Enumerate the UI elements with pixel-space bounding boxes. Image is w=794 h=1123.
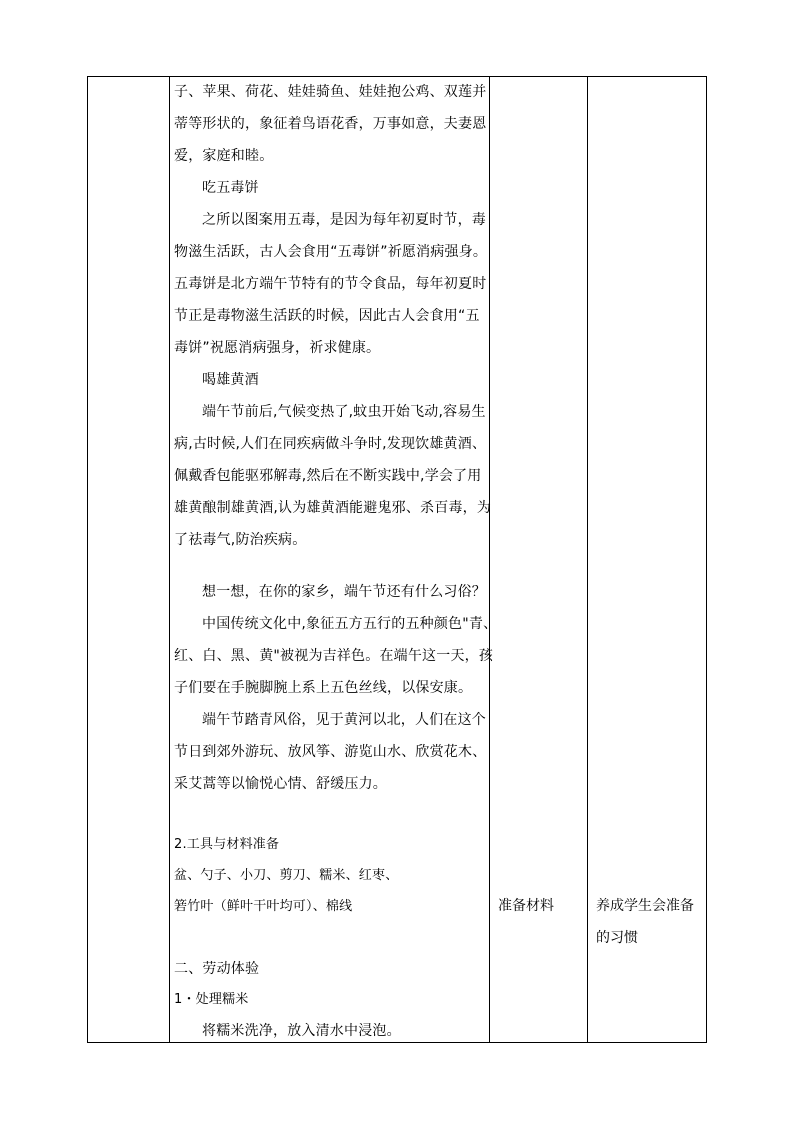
section-heading: 2.工具与材料准备 bbox=[174, 837, 280, 852]
text-line: 端午节踏青风俗，见于黄河以北，人们在这个 bbox=[202, 712, 486, 728]
text-line: 节日到郊外游玩、放风筝、游览山水、欣赏花木、 bbox=[174, 744, 487, 760]
text-line: 物滋生活跃，古人会食用“五毒饼”祈愿消病强身。 bbox=[174, 244, 488, 260]
text-line: 红、白、黑、黄"被视为吉祥色。在端午这一天，孩 bbox=[174, 648, 494, 664]
text-line: 节正是毒物滋生活跃的时候，因此古人会食用“五 bbox=[174, 308, 480, 324]
goal-text-line: 养成学生会准备 bbox=[596, 898, 694, 914]
text-line: 子们要在手腕脚腕上系上五色丝线，以保安康。 bbox=[174, 680, 473, 696]
text-line: 佩戴香包能驱邪解毒,然后在不断实践中,学会了用 bbox=[174, 468, 482, 484]
text-line: 五毒饼是北方端午节特有的节令食品，每年初夏时 bbox=[174, 276, 487, 292]
section-heading: 吃五毒饼 bbox=[202, 180, 259, 196]
text-line: 采艾蒿等以愉悦心情、舒缓压力。 bbox=[174, 776, 387, 792]
text-line: 之所以图案用五毒，是因为每年初夏时节，毒 bbox=[202, 212, 486, 228]
goal-text-line: 的习惯 bbox=[596, 930, 638, 946]
text-line: 端午节前后,气候变热了,蚊虫开始飞动,容易生 bbox=[202, 404, 486, 420]
materials-line: 箬竹叶（鲜叶干叶均可）、棉线 bbox=[174, 899, 353, 914]
text-line: 蒂等形状的，象征着鸟语花香，万事如意，夫妻恩 bbox=[174, 116, 487, 132]
step-heading: 1・处理糯米 bbox=[174, 992, 249, 1007]
text-line: 了祛毒气,防治疾病。 bbox=[174, 532, 307, 548]
lesson-plan-table bbox=[87, 76, 707, 1043]
materials-line: 盆、勺子、小刀、剪刀、糯米、红枣、 bbox=[174, 868, 399, 883]
design-intent-cell bbox=[588, 77, 706, 1042]
question-line: 想一想，在你的家乡，端午节还有什么习俗？ bbox=[202, 584, 486, 600]
text-line: 病,古时候,人们在同疾病做斗争时,发现饮雄黄酒、 bbox=[174, 436, 487, 452]
text-line: 子、苹果、荷花、娃娃骑鱼、娃娃抱公鸡、双莲并 bbox=[174, 84, 487, 100]
student-activity-cell bbox=[490, 77, 586, 1042]
text-line: 毒饼”祝愿消病强身，祈求健康。 bbox=[174, 340, 381, 356]
text-line: 将糯米洗净，放入清水中浸泡。 bbox=[202, 1023, 401, 1039]
text-line: 雄黄酿制雄黄酒,认为雄黄酒能避鬼邪、杀百毒，为 bbox=[174, 500, 492, 516]
section-heading: 二、劳动体验 bbox=[174, 961, 260, 977]
text-line: 爱，家庭和睦。 bbox=[174, 148, 274, 164]
text-line: 中国传统文化中,象征五方五行的五种颜色"青、 bbox=[202, 616, 498, 632]
activity-text: 准备材料 bbox=[498, 898, 554, 914]
section-heading: 喝雄黄酒 bbox=[202, 372, 259, 388]
teaching-content-cell bbox=[170, 77, 498, 1042]
